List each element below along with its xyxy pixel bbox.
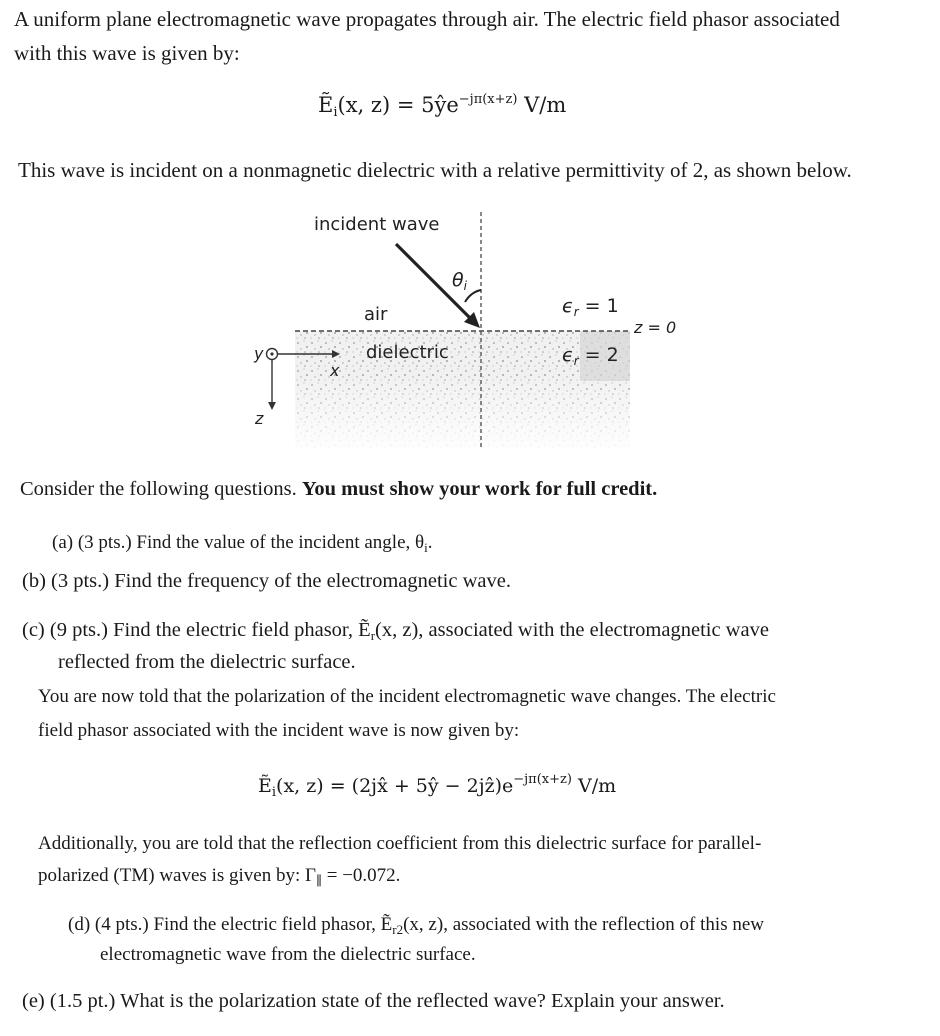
eq2-lhs: Ẽ [258, 775, 272, 797]
dielectric-statement: This wave is incident on a nonmagnetic dielectric with a relative permittivity of 2, as shown below. [18, 158, 852, 182]
intro-line-2: with this wave is given by: [14, 41, 240, 65]
incident-arrow [396, 244, 480, 328]
question-e: (e) (1.5 pt.) What is the polarization state of the reflected wave? Explain your answer. [22, 990, 725, 1012]
question-c-line-2: reflected from the dielectric surface. [58, 651, 356, 673]
additional-line-2 [38, 865, 400, 889]
eq1-args: (x, z) = 5ŷe [337, 93, 459, 117]
question-d-sub: r2 [392, 922, 404, 937]
eq1-lhs-sub: i [333, 105, 338, 120]
question-c-sub: r [370, 628, 376, 643]
question-b: (b) (3 pts.) Find the frequency of the electromagnetic wave. [22, 570, 511, 592]
er2-sub: r [573, 354, 579, 368]
question-c-line-1 [22, 619, 769, 644]
additional-pre: polarized (TM) waves is given by: Γ [38, 865, 316, 886]
polarization-line-1: You are now told that the polarization of the incident electromagnetic wave changes. The electric [38, 686, 776, 707]
new-incident-field-equation [258, 772, 616, 800]
eq1-lhs: Ẽ [318, 93, 334, 117]
axis-x-label: x [330, 361, 340, 380]
er1-sub: r [573, 305, 579, 319]
er1-symbol: ϵ [562, 295, 574, 317]
additional-post: = −0.072. [321, 865, 401, 886]
angle-arc [465, 290, 481, 302]
question-d-line-1 [68, 914, 764, 938]
eq2-body: (x, z) = (2jx̂ + 5ŷ − 2jẑ)e [276, 775, 514, 797]
er1-value: = 1 [578, 295, 619, 317]
theta-label [452, 269, 468, 293]
question-c-post: (x, z), associated with the electromagnetic wave [375, 619, 769, 641]
theta-sub: i [463, 279, 467, 293]
incident-field-equation [318, 92, 566, 120]
polarization-line-2: field phasor associated with the incident wave is now given by: [38, 720, 520, 741]
question-a-text: (a) (3 pts.) Find the value of the incident angle, θ [52, 532, 425, 553]
eq2-exponent: −jπ(x+z) [513, 772, 572, 787]
eq2-lhs-sub: i [271, 785, 277, 800]
additional-sub: ∥ [315, 873, 322, 888]
question-a [52, 532, 432, 556]
consider-bold: You must show your work for full credit. [301, 478, 658, 500]
dielectric-label: dielectric [366, 342, 449, 363]
question-a-sub: i [424, 540, 428, 555]
question-c-pre: (c) (9 pts.) Find the electric field phasor, Ẽ [22, 619, 371, 641]
eq1-unit: V/m [517, 93, 567, 117]
consider-plain: Consider the following questions. [20, 478, 302, 500]
theta-symbol: θ [452, 269, 464, 291]
question-d-line-2: electromagnetic wave from the dielectric surface. [100, 944, 476, 965]
additional-line-1: Additionally, you are told that the reflection coefficient from this dielectric surface for parallel- [38, 833, 762, 854]
axis-y-label: y [254, 344, 264, 363]
er2-label [562, 344, 619, 368]
z0-label: z = 0 [634, 318, 677, 337]
er2-value: = 2 [578, 344, 619, 366]
er2-symbol: ϵ [562, 344, 574, 366]
eq1-exponent: −jπ(x+z) [458, 92, 518, 107]
consider-line [20, 478, 657, 501]
intro-line-1: A uniform plane electromagnetic wave propagates through air. The electric field phasor associated [14, 7, 840, 31]
er1-label [562, 295, 619, 319]
air-label: air [364, 304, 388, 325]
question-a-end: . [427, 532, 433, 553]
eq2-unit: V/m [571, 775, 617, 797]
question-d-pre: (d) (4 pts.) Find the electric field phasor, Ẽ [68, 914, 393, 935]
incident-wave-label: incident wave [314, 214, 440, 235]
incidence-figure [240, 200, 700, 460]
question-d-post: (x, z), associated with the reflection of this new [403, 914, 764, 935]
axis-z-label: z [255, 409, 264, 428]
